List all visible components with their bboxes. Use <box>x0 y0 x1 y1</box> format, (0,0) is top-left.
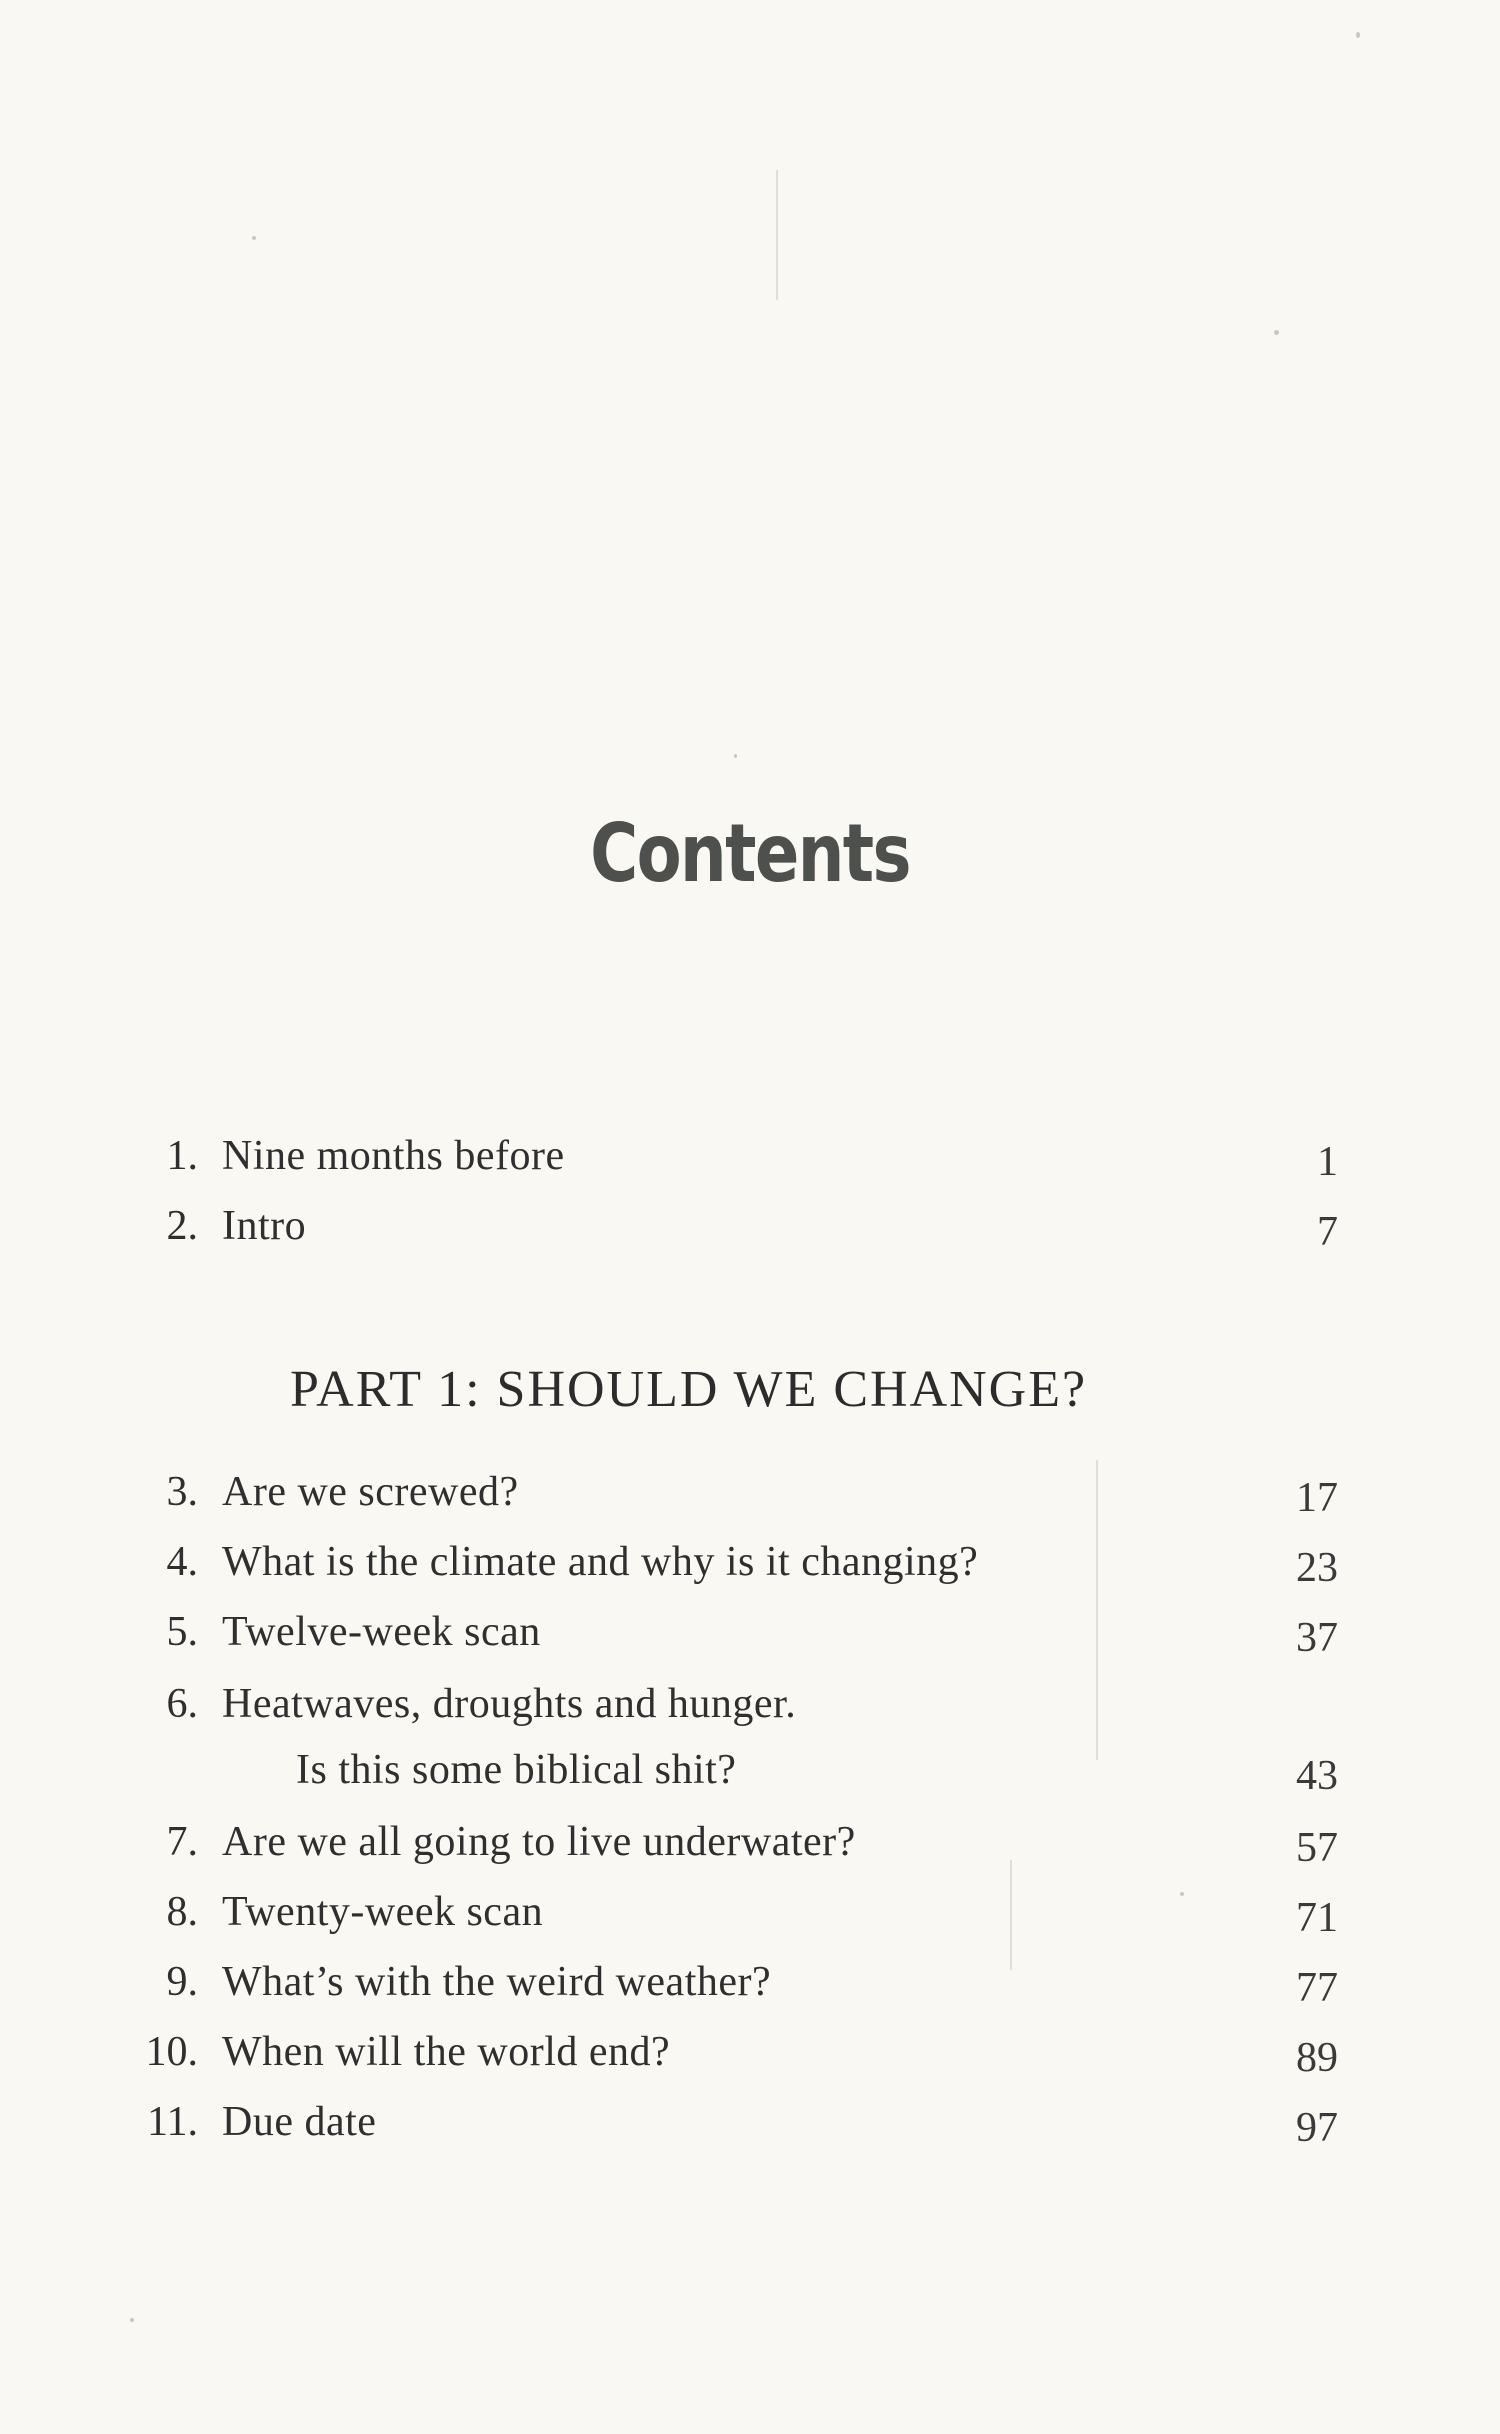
chapter-number: 8. <box>166 1889 198 1935</box>
chapter-title: What’s with the weird weather? <box>222 1959 772 2005</box>
page-number: 37 <box>1296 1615 1338 1661</box>
chapter-number: 10. <box>145 2029 198 2075</box>
toc-entry <box>0 1532 1500 1592</box>
chapter-title: Due date <box>222 2099 377 2145</box>
paper-speck <box>252 236 256 240</box>
page-number: 57 <box>1296 1825 1338 1871</box>
chapter-title: Twenty-week scan <box>222 1889 544 1935</box>
chapter-title: Are we screwed? <box>222 1469 519 1515</box>
toc-entry <box>0 1196 1500 1256</box>
part-heading: PART 1: SHOULD WE CHANGE? <box>290 1361 1088 1418</box>
chapter-title: Heatwaves, droughts and hunger. <box>222 1681 797 1727</box>
paper-speck <box>1274 330 1279 335</box>
chapter-number: 3. <box>166 1469 198 1515</box>
chapter-number: 7. <box>166 1819 198 1865</box>
toc-entry-continuation <box>0 1740 1500 1800</box>
toc-entry <box>0 1126 1500 1186</box>
toc-entry <box>0 1882 1500 1942</box>
page-number: 23 <box>1296 1545 1338 1591</box>
page-number: 97 <box>1296 2105 1338 2151</box>
toc-entry <box>0 2092 1500 2152</box>
page-number: 89 <box>1296 2035 1338 2081</box>
chapter-number: 4. <box>166 1539 198 1585</box>
paper-speck <box>734 754 737 758</box>
chapter-number: 11. <box>147 2099 198 2145</box>
page-number: 43 <box>1296 1753 1338 1799</box>
chapter-title: Twelve-week scan <box>222 1609 541 1655</box>
chapter-number: 2. <box>166 1203 198 1249</box>
paper-crease <box>776 170 778 300</box>
toc-entry <box>0 1462 1500 1522</box>
page-number: 7 <box>1317 1209 1338 1255</box>
toc-entry <box>0 1812 1500 1872</box>
page-number: 1 <box>1317 1139 1338 1185</box>
chapter-number: 1. <box>166 1133 198 1179</box>
toc-entry <box>0 1602 1500 1662</box>
page-title: Contents <box>590 806 910 900</box>
page-number: 71 <box>1296 1895 1338 1941</box>
chapter-title: When will the world end? <box>222 2029 671 2075</box>
chapter-title: What is the climate and why is it changing? <box>222 1539 979 1585</box>
chapter-number: 6. <box>166 1681 198 1727</box>
chapter-title: Are we all going to live underwater? <box>222 1819 856 1865</box>
toc-entry <box>0 1674 1500 1734</box>
toc-entry <box>0 2022 1500 2082</box>
toc-entry <box>0 1952 1500 2012</box>
page-number: 77 <box>1296 1965 1338 2011</box>
paper-speck <box>1356 32 1360 38</box>
chapter-title: Nine months before <box>222 1133 565 1179</box>
chapter-number: 9. <box>166 1959 198 2005</box>
chapter-title: Intro <box>222 1203 307 1249</box>
chapter-number: 5. <box>166 1609 198 1655</box>
chapter-title-continued: Is this some biblical shit? <box>296 1747 737 1793</box>
page-number: 17 <box>1296 1475 1338 1521</box>
paper-speck <box>130 2318 134 2322</box>
